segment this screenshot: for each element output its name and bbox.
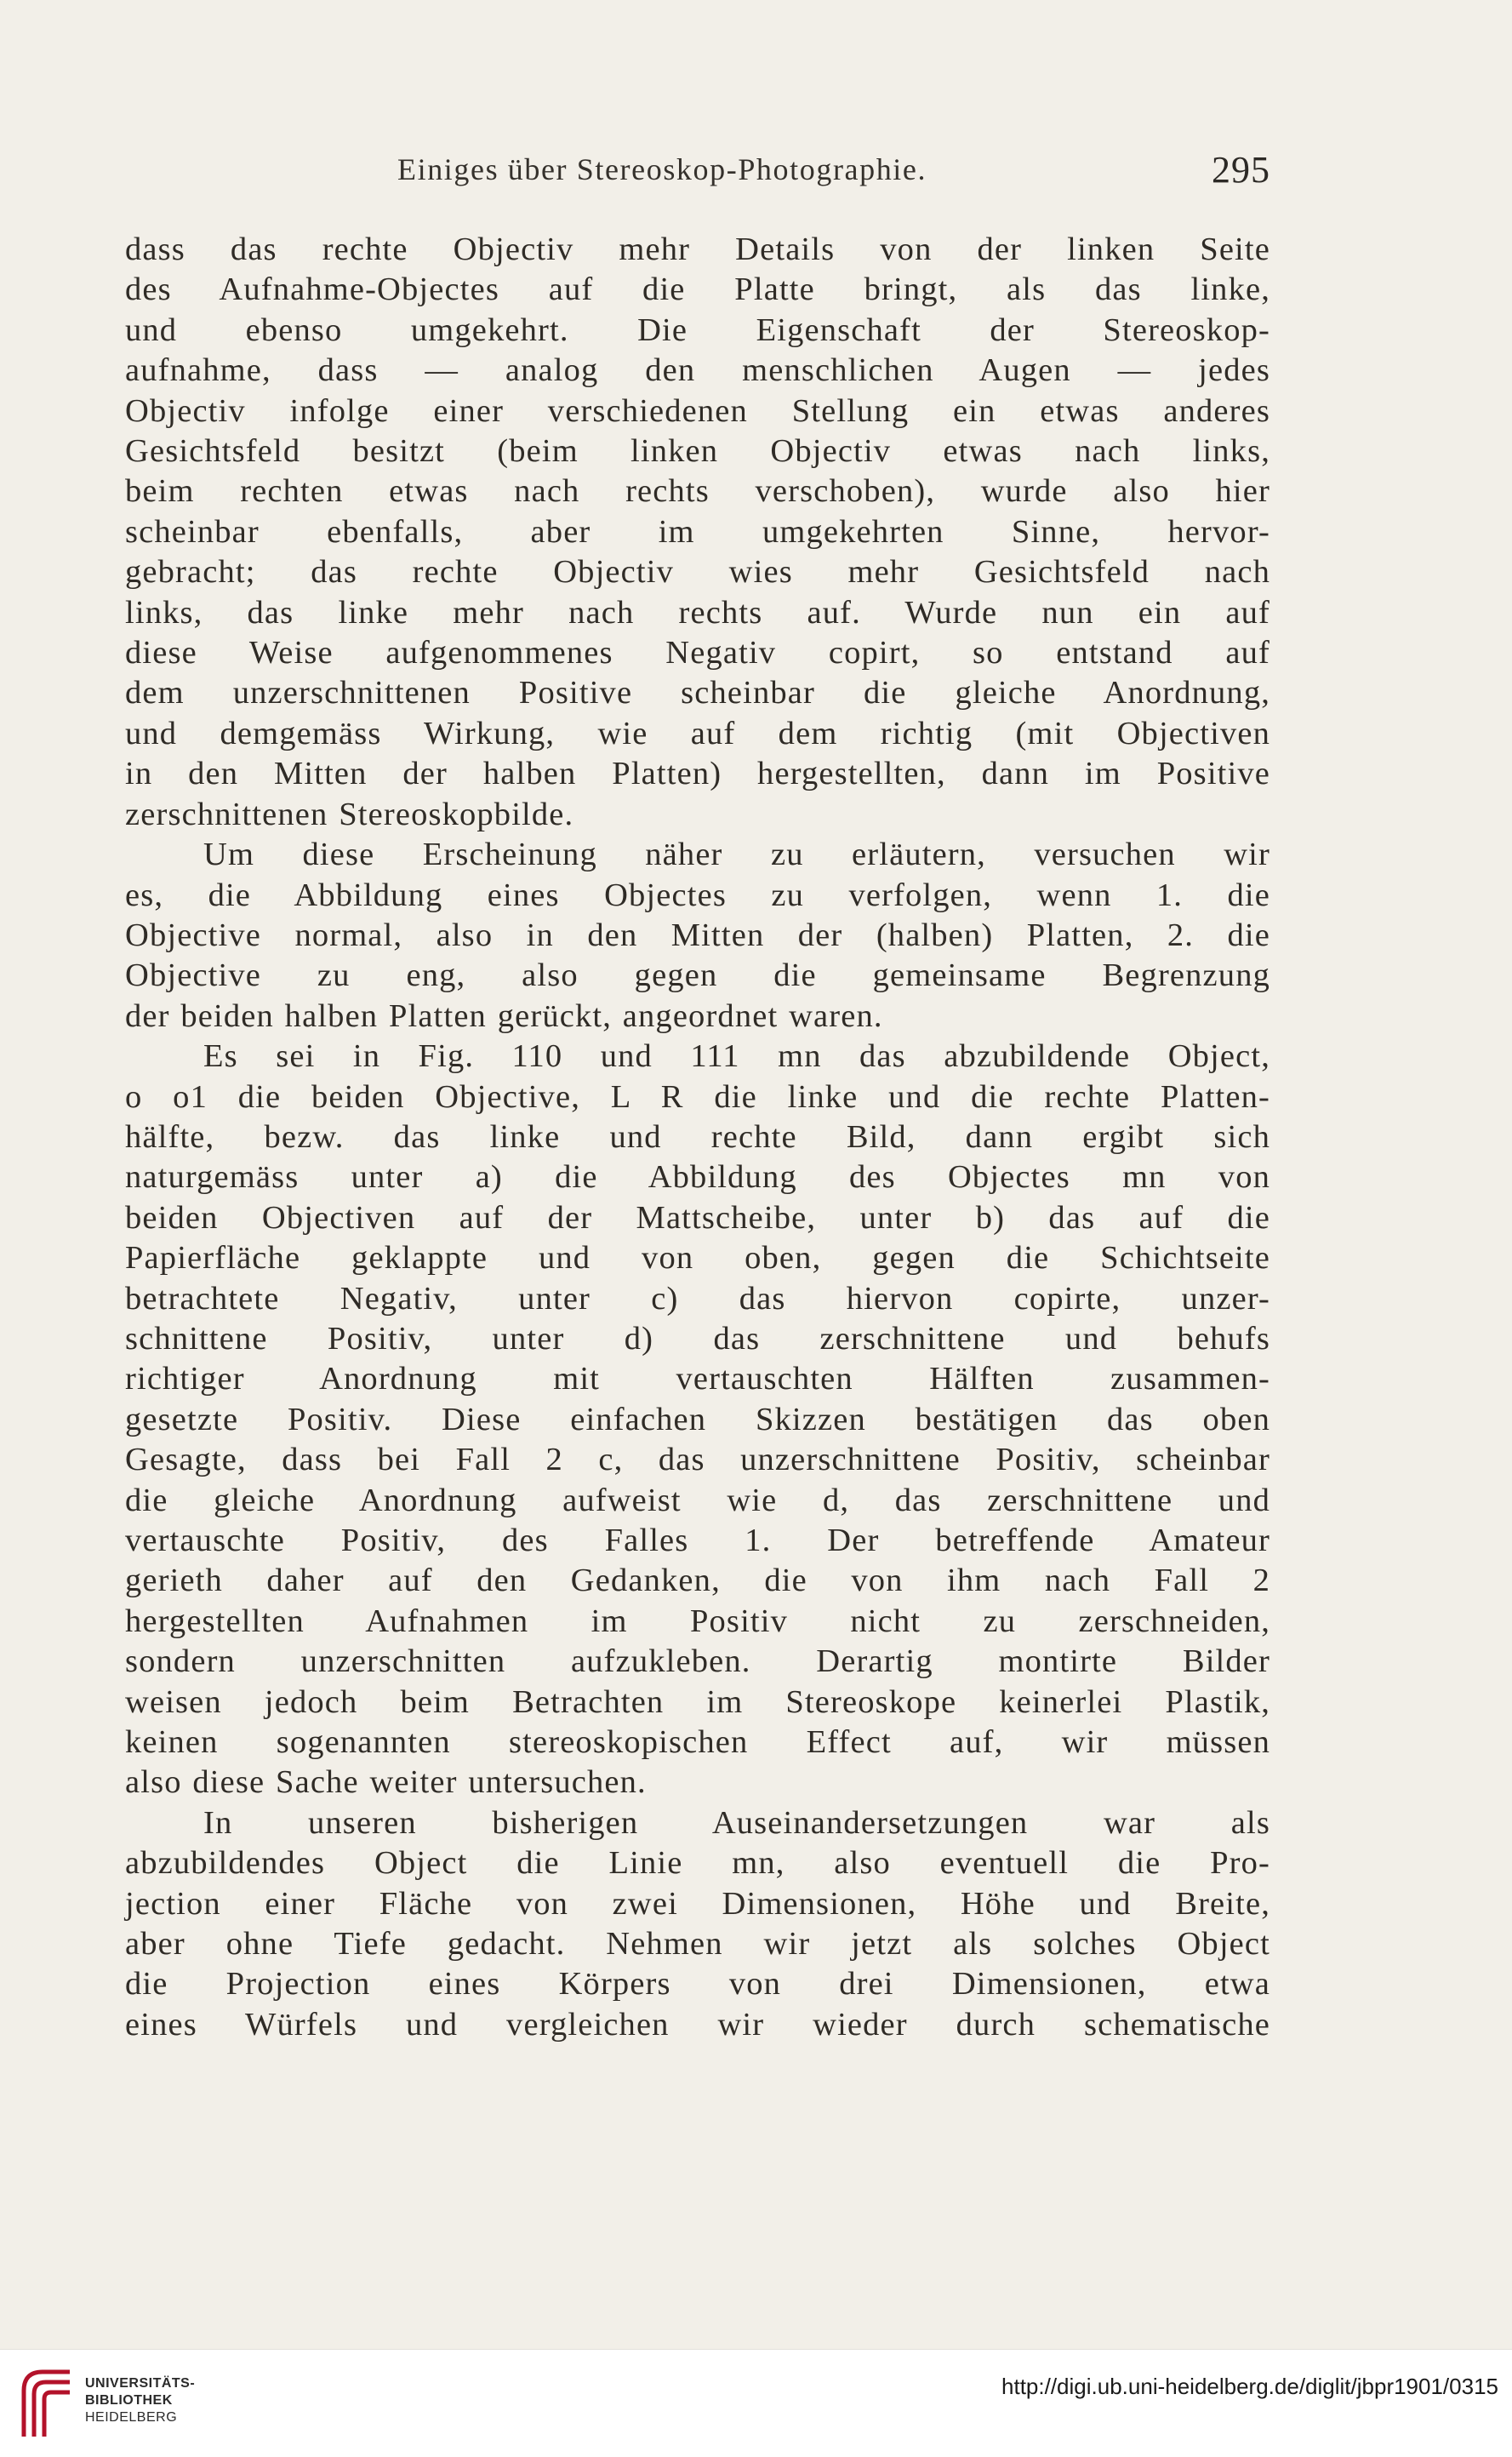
text-line: zerschnittenen Stereoskopbilde. (125, 796, 574, 832)
text-line: naturgemäss unter a) die Abbildung des Objectes mn von (125, 1159, 1270, 1196)
text-line: o o1 die beiden Objective, L R die linke und die rechte Platten- (125, 1078, 1270, 1115)
text-line: beiden Objectiven auf der Mattscheibe, unter b) das auf die (125, 1199, 1270, 1236)
text-line: und demgemäss Wirkung, wie auf dem richtig (mit Objectiven (125, 715, 1270, 751)
text-line: und ebenso umgekehrt. Die Eigenschaft der Stereoskop- (125, 311, 1270, 348)
text-line: keinen sogenannten stereoskopischen Effect auf, wir müssen (125, 1724, 1270, 1761)
text-line: Gesichtsfeld besitzt (beim linken Objectiv etwas nach links, (125, 433, 1270, 470)
body-text (125, 230, 1270, 2045)
text-line: In unseren bisherigen Auseinandersetzungen war als (203, 1804, 1270, 1841)
page-header (125, 151, 1270, 203)
text-line: Objective zu eng, also gegen die gemeinsame Begrenzung (125, 957, 1270, 994)
library-name (85, 2375, 195, 2426)
source-url-link[interactable]: http://digi.ub.uni-heidelberg.de/diglit/jbpr1901/0315 (1001, 2374, 1498, 2399)
text-line: hälfte, bezw. das linke und rechte Bild, dann ergibt sich (125, 1118, 1270, 1155)
text-line: scheinbar ebenfalls, aber im umgekehrten Sinne, hervor- (125, 513, 1270, 550)
text-line: gesetzte Positiv. Diese einfachen Skizzen bestätigen das oben (125, 1401, 1270, 1437)
text-line: dem unzerschnittenen Positive scheinbar die gleiche Anordnung, (125, 675, 1270, 711)
text-line: diese Weise aufgenommenes Negativ copirt, so entstand auf (125, 635, 1270, 671)
text-line: Objectiv infolge einer verschiedenen Stellung ein etwas anderes (125, 392, 1270, 429)
text-line: abzubildendes Object die Linie mn, also eventuell die Pro- (125, 1845, 1270, 1882)
text-line: vertauschte Positiv, des Falles 1. Der betreffende Amateur (125, 1523, 1270, 1558)
text-line: sondern unzerschnitten aufzukleben. Derartig montirte Bilder (125, 1643, 1270, 1680)
text-line: links, das linke mehr nach rechts auf. Wurde nun ein auf (125, 594, 1270, 631)
library-name-line: UNIVERSITÄTS- (85, 2376, 196, 2391)
text-line: Gesagte, dass bei Fall 2 c, das unzerschnittene Positiv, scheinbar (125, 1442, 1270, 1478)
ub-heidelberg-logo-icon[interactable] (17, 2365, 77, 2440)
text-line: aufnahme, dass — analog den menschlichen Augen — jedes (125, 352, 1270, 389)
text-line: Es sei in Fig. 110 und 111 mn das abzubildende Object, (203, 1038, 1270, 1075)
text-line: es, die Abbildung eines Objectes zu verfolgen, wenn 1. die (125, 877, 1270, 913)
text-line: die Projection eines Körpers von drei Dimensionen, etwa (125, 1966, 1270, 2003)
text-line: jection einer Fläche von zwei Dimensionen, Höhe und Breite, (125, 1885, 1270, 1922)
text-line: weisen jedoch beim Betrachten im Stereoskope keinerlei Plastik, (125, 1683, 1270, 1720)
text-line: aber ohne Tiefe gedacht. Nehmen wir jetzt als solches Object (125, 1926, 1270, 1963)
running-head: Einiges über Stereoskop-Photographie. (397, 152, 927, 186)
text-line: Objective normal, also in den Mitten der (halben) Platten, 2. die (125, 917, 1270, 953)
text-line: der beiden halben Platten gerückt, angeordnet waren. (125, 997, 883, 1034)
digitization-footer (0, 2349, 1512, 2457)
text-line: dass das rechte Objectiv mehr Details von der linken Seite (125, 231, 1270, 267)
text-line: des Aufnahme-Objectes auf die Platte bringt, als das linke, (125, 271, 1270, 308)
text-line: die gleiche Anordnung aufweist wie d, das zerschnittene und (125, 1482, 1270, 1518)
library-name-line: BIBLIOTHEK (85, 2393, 173, 2408)
text-line: Um diese Erscheinung näher zu erläutern, versuchen wir (203, 837, 1270, 873)
text-line: Papierfläche geklappte und von oben, gegen die Schichtseite (125, 1240, 1270, 1277)
text-line: richtiger Anordnung mit vertauschten Hälften zusammen- (125, 1361, 1270, 1397)
text-line: also diese Sache weiter untersuchen. (125, 1764, 647, 1801)
text-line: gerieth daher auf den Gedanken, die von ihm nach Fall 2 (125, 1563, 1270, 1599)
text-line: beim rechten etwas nach rechts verschoben), wurde also hier (125, 473, 1270, 510)
text-line: in den Mitten der halben Platten) hergestellten, dann im Positive (125, 756, 1270, 792)
text-line: gebracht; das rechte Objectiv wies mehr Gesichtsfeld nach (125, 554, 1270, 591)
text-line: betrachtete Negativ, unter c) das hiervon copirte, unzer- (125, 1280, 1270, 1317)
text-line: eines Würfels und vergleichen wir wieder durch schematische (125, 2006, 1270, 2043)
library-name-line: HEIDELBERG (85, 2410, 178, 2425)
text-line: hergestellten Aufnahmen im Positiv nicht zu zerschneiden, (125, 1603, 1270, 1639)
page-number: 295 (1212, 149, 1270, 191)
text-line: schnittene Positiv, unter d) das zerschnittene und behufs (125, 1320, 1270, 1357)
